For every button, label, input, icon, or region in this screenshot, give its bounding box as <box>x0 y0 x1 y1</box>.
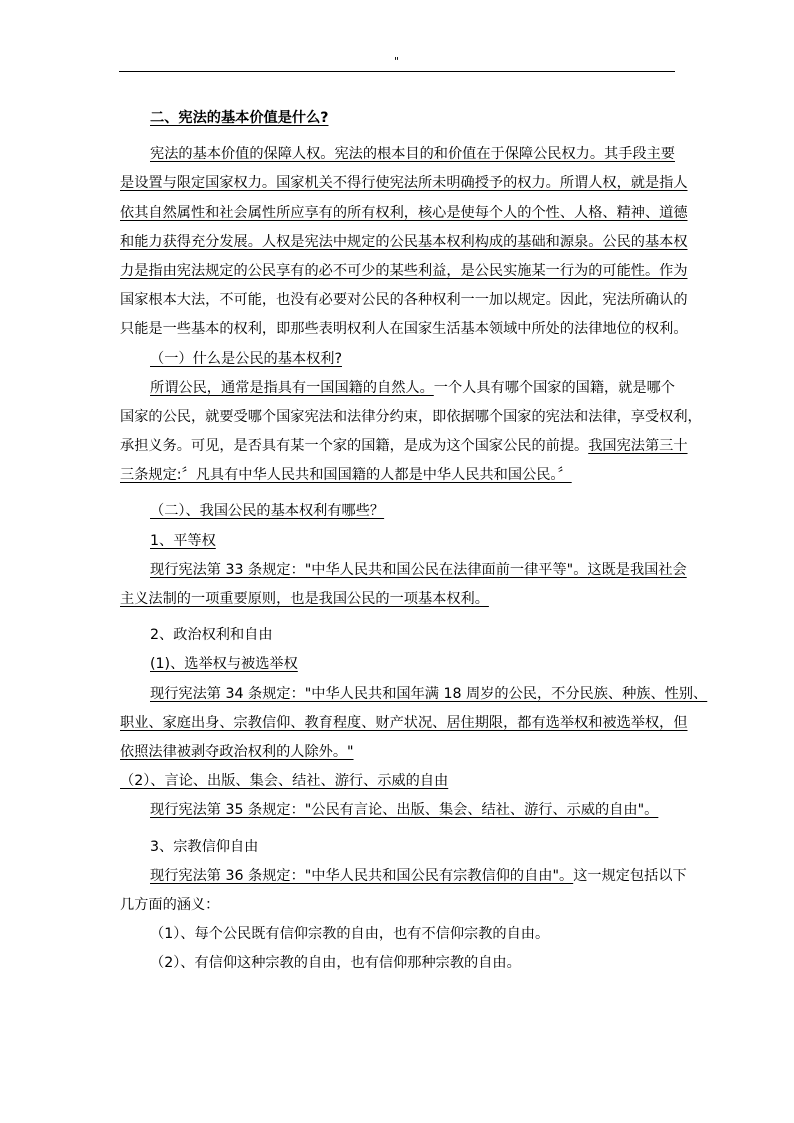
item1-title: 1、平等权 <box>150 532 216 549</box>
para1-line-3: 依其自然属性和社会属性所应享有的所有权利，核心是使每个人的个性、人格、精神、道德 <box>120 204 688 221</box>
para1-line-2: 是设置与限定国家权力。国家机关不得行使宪法所未明确授予的权力。所谓人权，就是指人 <box>120 175 688 192</box>
item3-line-3: （1）、每个公民既有信仰宗教的自由，也有不信仰宗教的自由。 <box>150 926 550 943</box>
item2-sub-b-line-1: 现行宪法第 35 条规定："公民有言论、出版、集会、结社、游行、示威的自由"。 <box>150 802 659 819</box>
sub2-title: （二）、我国公民的基本权利有哪些？ <box>150 503 385 520</box>
sub1-line-3b: 我国宪法第三十 <box>588 438 688 455</box>
item3-line-4: （2）、有信仰这种宗教的自由，也有信仰那种宗教的自由。 <box>150 955 521 972</box>
item3-line-2: 几方面的涵义： <box>120 896 220 913</box>
item2-sub-a-line-2: 职业、家庭出身、宗教信仰、教育程度、财产状况、居住期限，都有选举权和被选举权，但 <box>120 714 688 731</box>
sub1-line-1b: 一个人具有哪个国家的国籍，就是哪个 <box>433 379 675 396</box>
item3-line-1a: 现行宪法第 36 条规定："中华人民共和国公民有宗教信仰的自由"。 <box>150 867 574 884</box>
item1-line-2: 主义法制的一项重要原则，也是我国公民的一项基本权利。 <box>120 591 489 607</box>
para1-line-7: 只能是一些基本的权利，即那些表明权利人在国家生活基本领域中所处的法律地位的权利。 <box>120 321 688 338</box>
item2-sub-a-line-3: 依照法律被剥夺政治权利的人除外。" <box>120 743 354 760</box>
sub1-line-3a: 承担义务。可见，是否具有某一个家的国籍，是成为这个国家公民的前提。 <box>120 438 589 455</box>
item3-line-1b: 这一规定包括以下 <box>573 867 687 884</box>
section-title: 二、宪法的基本价值是什么? <box>150 110 329 126</box>
item3-title: 3、宗教信仰自由 <box>150 838 259 855</box>
sub1-title: （一）什么是公民的基本权利? <box>150 350 342 367</box>
item1-line-1: 现行宪法第 33 条规定："中华人民共和国公民在法律面前一律平等"。这既是我国社会 <box>150 561 687 578</box>
sub1-line-2: 国家的公民，就要受哪个国家宪法和法律分约束，即依据哪个国家的宪法和法律，享受权利， <box>120 408 702 425</box>
para1-line-5: 力是指由宪法规定的公民享有的必不可少的某些利益，是公民实施某一行为的可能性。作为 <box>120 262 688 279</box>
para1-line-4: 和能力获得充分发展。人权是宪法中规定的公民基本权利构成的基础和源泉。公民的基本权 <box>120 233 688 250</box>
para1-line-1: 宪法的基本价值的保障人权。宪法的根本目的和价值在于保障公民权力。其手段主要 <box>150 146 675 163</box>
item2-sub-b-title: （2）、言论、出版、集会、结社、游行、示威的自由 <box>120 773 449 790</box>
item2-title: 2、政治权利和自由 <box>150 627 273 644</box>
para1-line-6: 国家根本大法，不可能，也没有必要对公民的各种权利一一加以规定。因此，宪法所确认的 <box>120 292 688 309</box>
item2-sub-a-title: (1)、选举权与被选举权 <box>150 656 298 673</box>
header-rule <box>119 71 675 72</box>
document-body <box>120 104 708 978</box>
item2-sub-a-line-1: 现行宪法第 34 条规定："中华人民共和国年满 18 周岁的公民，不分民族、种族、性别、 <box>150 685 708 702</box>
header-mark: " <box>394 55 400 68</box>
sub1-line-4: 三条规定:〞凡具有中华人民共和国国籍的人都是中华人民共和国公民。〞 <box>120 467 572 484</box>
sub1-line-1a: 所谓公民，通常是指具有一国国籍的自然人。 <box>150 379 434 396</box>
